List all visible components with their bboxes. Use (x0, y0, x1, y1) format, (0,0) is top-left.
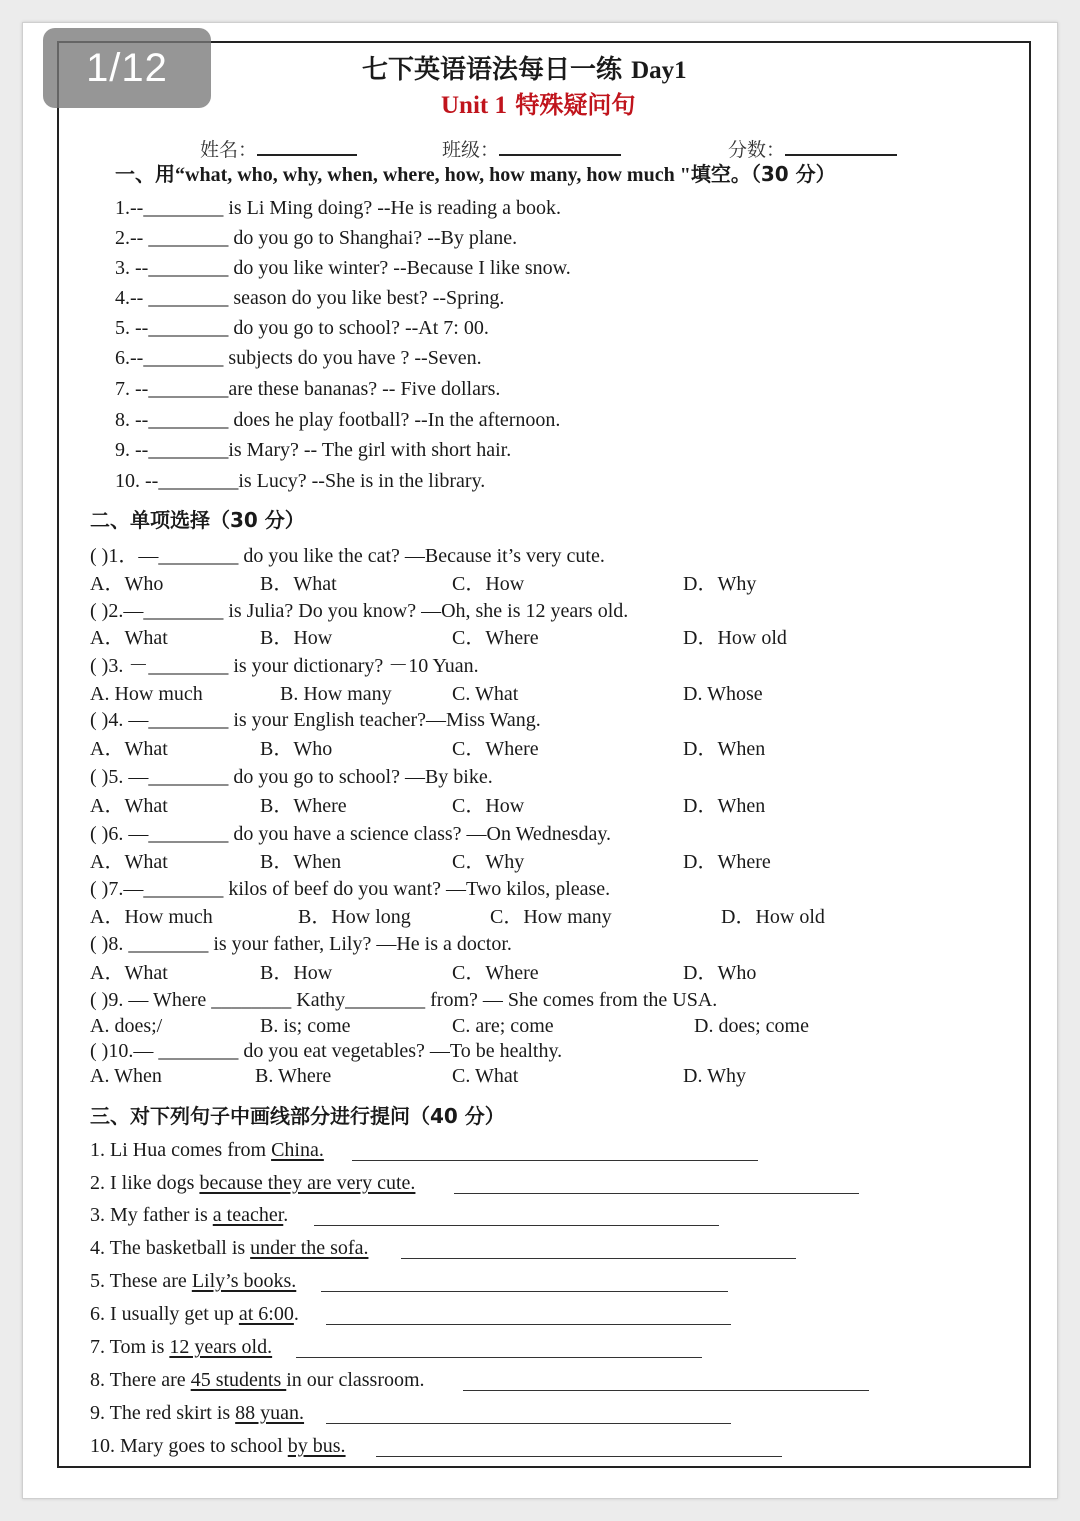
choice-question[interactable]: ( )8. ________ is your father, Lily? —He is a doctor. (90, 933, 512, 955)
class-blank[interactable] (499, 136, 621, 156)
choice-option[interactable]: D．When (683, 738, 766, 760)
fill-blank-item[interactable]: 6.--________ subjects do you have ? --Seven. (115, 347, 482, 369)
choice-option[interactable]: B．Where (260, 795, 347, 817)
underlined-part: Lily’s books. (191, 1270, 297, 1292)
choice-option[interactable]: C. What (452, 1065, 519, 1087)
choice-option[interactable]: B. How many (280, 683, 392, 705)
fill-blank-item[interactable]: 5. --________ do you go to school? --At 7: 00. (115, 317, 489, 339)
choice-question[interactable]: ( )6. —________ do you have a science class? —On Wednesday. (90, 823, 612, 845)
score-blank[interactable] (785, 136, 897, 156)
choice-option[interactable]: C．Why (452, 851, 525, 873)
fill-blank-item[interactable]: 4.-- ________ season do you like best? --Spring. (115, 287, 505, 309)
section1-heading (115, 164, 836, 185)
choice-option[interactable]: A．What (90, 627, 168, 649)
choice-question[interactable]: ( )7.—________ kilos of beef do you want? —Two kilos, please. (90, 878, 611, 900)
choice-option[interactable]: C．Where (452, 738, 539, 760)
score-label: 分数： (728, 139, 786, 161)
sentence-text: in our classroom. (286, 1369, 425, 1391)
answer-line[interactable] (314, 1225, 719, 1226)
choice-option[interactable]: D．Why (683, 573, 757, 595)
rewrite-question (90, 1403, 304, 1423)
choice-question[interactable]: ( )3. －________ is your dictionary? －10 Yuan. (90, 655, 479, 677)
sentence-text: . (293, 1303, 299, 1325)
rewrite-question (90, 1337, 272, 1357)
section1-suffix: 填空。（30 分） (690, 162, 836, 186)
choice-option[interactable]: A．What (90, 738, 168, 760)
choice-option[interactable]: A．What (90, 795, 168, 817)
sentence-text: 10. Mary goes to school (90, 1435, 288, 1457)
page-counter: 1/12 (43, 28, 211, 108)
choice-option[interactable]: D. Whose (683, 683, 763, 705)
sentence-text: 4. The basketball is (90, 1237, 251, 1259)
choice-option[interactable]: A．Who (90, 573, 164, 595)
choice-option[interactable]: A．What (90, 851, 168, 873)
choice-option[interactable]: B．How long (298, 906, 411, 928)
choice-option[interactable]: A. does;/ (90, 1015, 163, 1037)
choice-option[interactable]: C．How many (490, 906, 612, 928)
sentence-text: 6. I usually get up (90, 1303, 239, 1325)
rewrite-question (90, 1271, 296, 1291)
sentence-text: 5. These are (90, 1270, 192, 1292)
fill-blank-item[interactable]: 1.--________ is Li Ming doing? --He is reading a book. (115, 197, 562, 219)
underlined-part: 88 yuan. (235, 1402, 305, 1424)
page-title (362, 57, 687, 83)
rewrite-question (90, 1436, 346, 1456)
choice-option[interactable]: D. does; come (694, 1015, 809, 1037)
underlined-part: at 6:00 (238, 1303, 294, 1325)
choice-option[interactable]: A. When (90, 1065, 162, 1087)
title-day: Day1 (631, 57, 687, 84)
underlined-part: 12 years old. (169, 1336, 273, 1358)
page-subtitle (441, 93, 635, 118)
rewrite-question (90, 1238, 368, 1258)
choice-question[interactable]: ( )10.— ________ do you eat vegetables? —To be healthy. (90, 1040, 563, 1062)
answer-line[interactable] (401, 1258, 796, 1259)
choice-question[interactable]: ( )4. —________ is your English teacher?—Miss Wang. (90, 709, 541, 731)
choice-option[interactable]: B. Where (255, 1065, 332, 1087)
subtitle-unit: Unit 1 (441, 92, 507, 119)
choice-option[interactable]: C. are; come (452, 1015, 554, 1037)
sentence-text: 7. Tom is (90, 1336, 170, 1358)
fill-blank-item[interactable]: 2.-- ________ do you go to Shanghai? --By plane. (115, 227, 518, 249)
answer-line[interactable] (326, 1324, 731, 1325)
underlined-part: under the sofa. (250, 1237, 369, 1259)
choice-option[interactable]: B．How (260, 627, 333, 649)
underlined-part: by bus. (287, 1435, 346, 1457)
choice-option[interactable]: D．Who (683, 962, 757, 984)
choice-option[interactable]: A．What (90, 962, 168, 984)
subtitle-topic: 特殊疑问句 (515, 91, 636, 119)
sentence-text: 9. The red skirt is (90, 1402, 236, 1424)
fill-blank-item[interactable]: 10. --________is Lucy? --She is in the library. (115, 470, 486, 492)
score-field[interactable] (728, 136, 897, 160)
sentence-text: 1. Li Hua comes from (90, 1139, 272, 1161)
choice-option[interactable]: C．How (452, 573, 525, 595)
sentence-text: 2. I like dogs (90, 1172, 200, 1194)
section2-heading: 二、单项选择（30 分） (90, 508, 305, 532)
choice-option[interactable]: D. Why (683, 1065, 746, 1087)
choice-option[interactable]: D．Where (683, 851, 771, 873)
choice-option[interactable]: B. is; come (260, 1015, 351, 1037)
choice-option[interactable]: A．How much (90, 906, 213, 928)
answer-line[interactable] (376, 1456, 782, 1457)
choice-option[interactable]: C. What (452, 683, 519, 705)
name-field[interactable] (200, 136, 357, 160)
choice-option[interactable]: C．Where (452, 962, 539, 984)
class-field[interactable] (442, 136, 621, 160)
rewrite-question (90, 1304, 299, 1324)
answer-line[interactable] (321, 1291, 728, 1292)
name-label: 姓名： (200, 139, 258, 161)
sentence-text: 3. My father is (90, 1204, 213, 1226)
rewrite-question (90, 1173, 415, 1193)
answer-line[interactable] (463, 1390, 869, 1391)
choice-option[interactable]: D．How old (683, 627, 787, 649)
section1-prefix: 一、用 (115, 162, 175, 186)
choice-option[interactable]: C．Where (452, 627, 539, 649)
choice-question[interactable]: ( )1．—________ do you like the cat? —Because it’s very cute. (90, 545, 605, 567)
rewrite-question (90, 1140, 324, 1160)
title-cn: 七下英语语法每日一练 (362, 55, 623, 85)
fill-blank-item[interactable]: 9. --________is Mary? -- The girl with short hair. (115, 439, 512, 461)
answer-line[interactable] (352, 1160, 758, 1161)
underlined-part: 45 students (190, 1369, 287, 1391)
choice-option[interactable]: B．What (260, 573, 337, 595)
rewrite-question (90, 1205, 288, 1225)
choice-option[interactable]: A. How much (90, 683, 203, 705)
underlined-part: a teacher (212, 1204, 284, 1226)
fill-blank-item[interactable]: 3. --________ do you like winter? --Because I like snow. (115, 257, 571, 279)
section1-words: “what, who, why, when, where, how, how many, how much " (175, 164, 691, 186)
choice-option[interactable]: D．How old (721, 906, 825, 928)
choice-option[interactable]: C．How (452, 795, 525, 817)
class-label: 班级： (442, 139, 500, 161)
answer-line[interactable] (454, 1193, 859, 1194)
choice-question[interactable]: ( )5. —________ do you go to school? —By bike. (90, 766, 493, 788)
name-blank[interactable] (257, 136, 357, 156)
fill-blank-item[interactable]: 8. --________ does he play football? --In the afternoon. (115, 409, 561, 431)
choice-option[interactable]: B．Who (260, 738, 333, 760)
answer-line[interactable] (326, 1423, 731, 1424)
choice-option[interactable]: B．When (260, 851, 342, 873)
rewrite-question (90, 1370, 425, 1390)
fill-blank-item[interactable]: 7. --________are these bananas? -- Five dollars. (115, 378, 501, 400)
choice-question[interactable]: ( )2.—________ is Julia? Do you know? —Oh, she is 12 years old. (90, 600, 629, 622)
choice-option[interactable]: B．How (260, 962, 333, 984)
underlined-part: China. (271, 1139, 324, 1161)
choice-question[interactable]: ( )9. — Where ________ Kathy________ from? — She comes from the USA. (90, 989, 718, 1011)
section3-heading: 三、对下列句子中画线部分进行提问（40 分） (90, 1104, 505, 1128)
sentence-text: . (283, 1204, 289, 1226)
answer-line[interactable] (296, 1357, 702, 1358)
underlined-part: because they are very cute. (199, 1172, 416, 1194)
choice-option[interactable]: D．When (683, 795, 766, 817)
sentence-text: 8. There are (90, 1369, 191, 1391)
